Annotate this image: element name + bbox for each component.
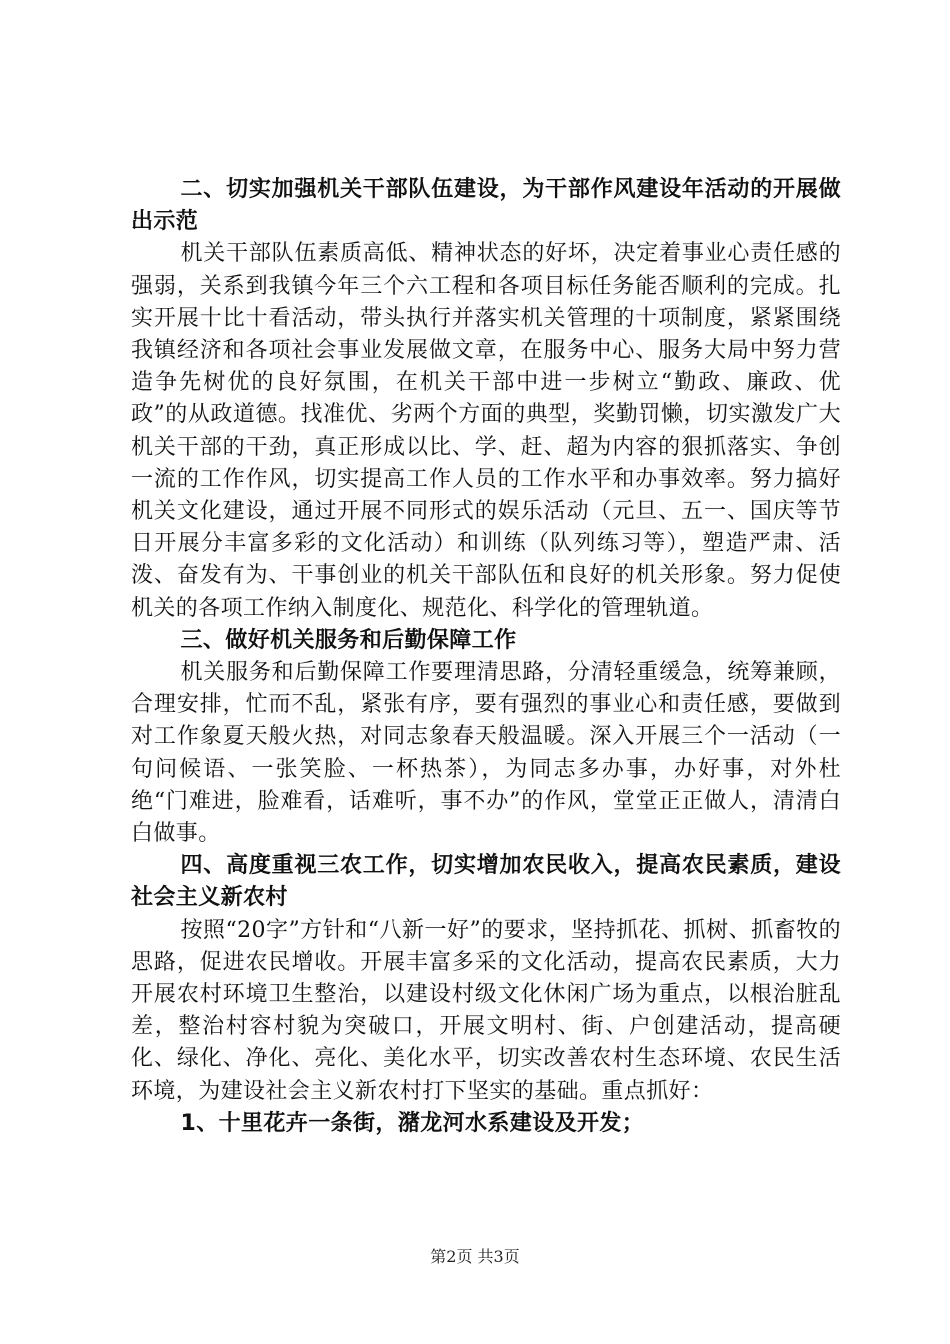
- page-number-footer: 第2页 共3页: [430, 1247, 520, 1266]
- list-item-1: 1、十里花卉一条街，潴龙河水系建设及开发；: [180, 1110, 645, 1136]
- section-heading-4: 四、高度重视三农工作，切实增加农民收入，提高农民素质，建设社会主义新农村: [131, 853, 841, 911]
- section-heading-3: 三、做好机关服务和后勤保障工作: [180, 627, 517, 653]
- body-paragraph-1: 机关干部队伍素质高低、精神状态的好坏，决定着事业心责任感的强弱，关系到我镇今年三个六工程和各项目标任务能否顺利的完成。扎实开展十比十看活动，带头执行并落实机关管理的十项制度，紧紧围绕我镇经济和各项社会事业发展做文章，在服务中心、服务大局中努力营造争先树优的良好氛围，在机关干部中进一步树立“勤政、廉政、优政”的从政道德。找准优、劣两个方面的典型，奖勤罚懒，切实激发广大机关干部的干劲，真正形成以比、学、赶、超为内容的狠抓落实、争创一流的工作作风，切实提高工作人员的工作水平和办事效率。努力搞好机关文化建设，通过开展不同形式的娱乐活动（元旦、五一、国庆等节日开展分丰富多彩的文化活动）和训练（队列练习等），塑造严肃、活泼、奋发有为、干事创业的机关干部队伍和良好的机关形象。努力促使机关的各项工作纳入制度化、规范化、科学化的管理轨道。: [131, 241, 841, 621]
- body-paragraph-3: 按照“20字”方针和“八新一好”的要求，坚持抓花、抓树、抓畜牧的思路，促进农民增收。开展丰富多采的文化活动，提高农民素质，大力开展农村环境卫生整治，以建设村级文化休闲广场为重点，以根治脏乱差，整治村容村貌为突破口，开展文明村、街、户创建活动，提高硬化、绿化、净化、亮化、美化水平，切实改善农村生态环境、农民生活环境，为建设社会主义新农村打下坚实的基础。重点抓好：: [131, 917, 841, 1104]
- document-body: [131, 174, 841, 1140]
- section-heading-2: 二、切实加强机关干部队伍建设，为干部作风建设年活动的开展做出示范: [131, 177, 841, 235]
- body-paragraph-2: 机关服务和后勤保障工作要理清思路，分清轻重缓急，统筹兼顾，合理安排，忙而不乱，紧张有序，要有强烈的事业心和责任感，要做到对工作象夏天般火热，对同志象春天般温暖。深入开展三个一活动（一句问候语、一张笑脸、一杯热茶），为同志多办事，办好事，对外杜绝“门难进，脸难看，话难听，事不办”的作风，堂堂正正做人，清清白白做事。: [131, 660, 841, 847]
